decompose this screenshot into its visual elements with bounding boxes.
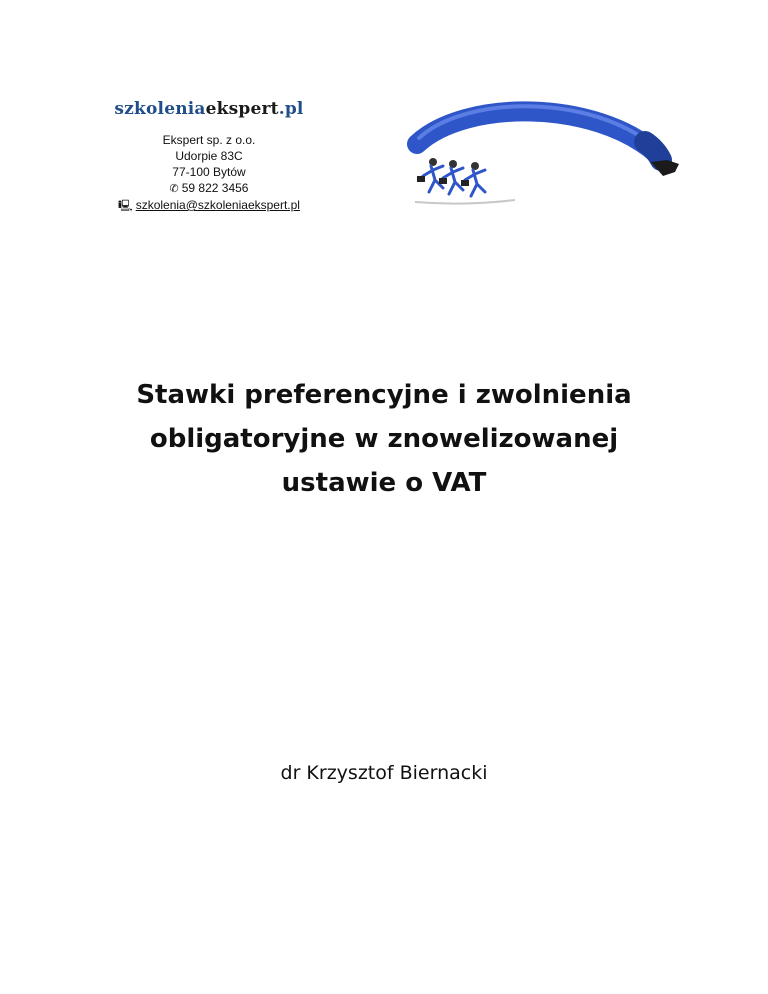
company-name: Ekspert sp. z o.o. — [162, 133, 256, 147]
letterhead — [100, 98, 318, 214]
phone-icon: ✆ — [169, 182, 179, 195]
document-title — [84, 373, 684, 505]
company-street: Udorpie 83C — [175, 149, 243, 163]
title-line-2: obligatoryjne w znowelizowanej — [149, 424, 619, 454]
running-businessmen-illustration — [405, 84, 695, 224]
ground-shadow — [415, 200, 515, 204]
phone-number: 59 822 3456 — [181, 181, 249, 195]
company-phone — [100, 180, 318, 197]
runner-figure-1 — [417, 158, 443, 192]
title-line-3: ustawie o VAT — [281, 468, 487, 498]
runner-figure-3 — [461, 162, 485, 196]
company-email — [100, 197, 318, 214]
blue-hose-end — [645, 142, 661, 160]
company-logo — [100, 98, 318, 120]
title-line-1: Stawki preferencyjne i zwolnienia — [136, 380, 632, 410]
logo-part-szkolenia: szkolenia — [114, 99, 206, 119]
author-name: dr Krzysztof Biernacki — [280, 762, 488, 784]
logo-part-ekspert: ekspert — [205, 99, 279, 119]
computer-icon: 🖳 — [118, 199, 133, 212]
logo-part-domain: .pl — [278, 99, 304, 119]
company-city: 77-100 Bytów — [172, 165, 246, 179]
email-link[interactable]: szkolenia@szkoleniaekspert.pl — [135, 198, 300, 212]
